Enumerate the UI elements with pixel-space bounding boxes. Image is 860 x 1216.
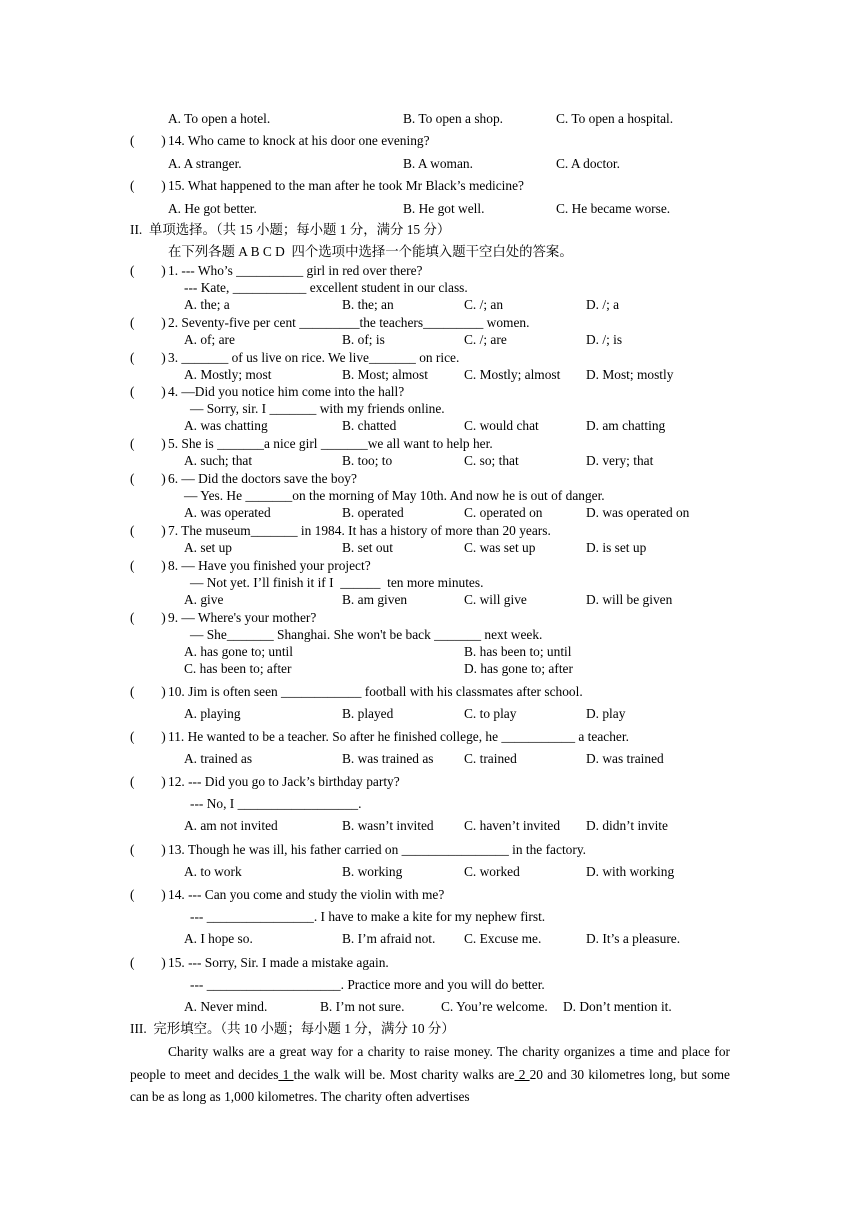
option-c: C. Excuse me. [464, 931, 542, 946]
option-d: D. play [586, 706, 626, 721]
question-stem: 6. — Did the doctors save the boy? [168, 471, 357, 486]
option-b: B. I’m afraid not. [342, 931, 436, 946]
answer-blank[interactable]: ( ) [130, 610, 166, 625]
question-stem: 7. The museum_______ in 1984. It has a history of more than 20 years. [168, 523, 551, 538]
cloze-passage [130, 1041, 730, 1109]
option-c: C. You’re welcome. [441, 999, 548, 1014]
option-a: A. give [184, 592, 224, 607]
option-d: D. was operated on [586, 505, 690, 520]
dialogue-line: --- ________________. I have to make a kite for my nephew first. [190, 909, 546, 924]
answer-blank[interactable]: ( ) [130, 133, 166, 148]
option-d: D. Don’t mention it. [563, 999, 672, 1014]
option-d: D. It’s a pleasure. [586, 931, 681, 946]
option-b: B. A woman. [403, 156, 473, 171]
option-d: D. is set up [586, 540, 647, 555]
option-d: D. has gone to; after [464, 661, 573, 676]
answer-blank[interactable]: ( ) [130, 684, 166, 699]
answer-blank[interactable]: ( ) [130, 350, 166, 365]
option-a: A. such; that [184, 453, 253, 468]
option-c: C. would chat [464, 418, 539, 433]
section-2-heading: II. 单项选择。（共 15 小题；每小题 1 分，满分 15 分） [130, 222, 451, 237]
option-d: D. am chatting [586, 418, 666, 433]
option-b: B. am given [342, 592, 408, 607]
passage-text: 20 and 30 kilometres long, but some can be as long as 1,000 kilometres. The charity often advertises [130, 1066, 730, 1104]
dialogue-line: — Yes. He _______on the morning of May 10th. And now he is out of danger. [184, 488, 605, 503]
answer-blank[interactable]: ( ) [130, 523, 166, 538]
option-a: A. am not invited [184, 818, 278, 833]
dialogue-line: --- ____________________. Practice more and you will do better. [190, 977, 545, 992]
option-a: A. I hope so. [184, 931, 253, 946]
question-stem: 15. What happened to the man after he took Mr Black’s medicine? [168, 178, 524, 193]
option-a: A. Mostly; most [184, 367, 272, 382]
answer-blank[interactable]: ( ) [130, 178, 166, 193]
question-stem: 10. Jim is often seen ____________ football with his classmates after school. [168, 684, 583, 699]
option-a: A. He got better. [168, 201, 257, 216]
section-2-instruction: 在下列各题 A B C D 四个选项中选择一个能填入题干空白处的答案。 [168, 244, 573, 259]
answer-blank[interactable]: ( ) [130, 315, 166, 330]
option-c: C. trained [464, 751, 517, 766]
option-c: C. /; are [464, 332, 507, 347]
option-d: D. didn’t invite [586, 818, 668, 833]
option-b: B. operated [342, 505, 404, 520]
option-b: B. I’m not sure. [320, 999, 405, 1014]
answer-blank[interactable]: ( ) [130, 558, 166, 573]
passage-text: the walk will be. Most charity walks are [293, 1066, 515, 1082]
option-c: C. A doctor. [556, 156, 620, 171]
option-a: A. trained as [184, 751, 253, 766]
option-a: A. A stranger. [168, 156, 242, 171]
dialogue-line: — Sorry, sir. I _______ with my friends online. [190, 401, 445, 416]
option-b: B. Most; almost [342, 367, 428, 382]
answer-blank[interactable]: ( ) [130, 263, 166, 278]
cloze-blank-1[interactable]: 1 [278, 1066, 294, 1082]
option-c: C. will give [464, 592, 527, 607]
dialogue-line: --- Kate, ___________ excellent student in our class. [184, 280, 468, 295]
option-a: A. the; a [184, 297, 230, 312]
dialogue-line: --- No, I __________________. [190, 796, 362, 811]
option-b: B. chatted [342, 418, 397, 433]
option-b: B. set out [342, 540, 393, 555]
option-d: D. Most; mostly [586, 367, 674, 382]
option-a: A. Never mind. [184, 999, 268, 1014]
passage-text: Charity walks are a great way for a charity to raise money. The charity organizes a time and place for people to meet and decides [130, 1044, 730, 1082]
question-stem: 13. Though he was ill, his father carried on ________________ in the factory. [168, 842, 586, 857]
option-c: C. /; an [464, 297, 504, 312]
option-c: C. to play [464, 706, 517, 721]
question-stem: 5. She is _______a nice girl _______we all want to help her. [168, 436, 493, 451]
answer-blank[interactable]: ( ) [130, 471, 166, 486]
question-stem: 2. Seventy-five per cent _________the teachers_________ women. [168, 315, 530, 330]
question-stem: 3. _______ of us live on rice. We live_______ on rice. [168, 350, 460, 365]
option-c: C. so; that [464, 453, 519, 468]
cloze-blank-2[interactable]: 2 [514, 1066, 530, 1082]
question-stem: 14. --- Can you come and study the violin with me? [168, 887, 445, 902]
dialogue-line: — She_______ Shanghai. She won't be back _______ next week. [190, 627, 543, 642]
option-c: C. Mostly; almost [464, 367, 561, 382]
option-d: D. /; a [586, 297, 620, 312]
question-stem: 9. — Where's your mother? [168, 610, 317, 625]
answer-blank[interactable]: ( ) [130, 955, 166, 970]
option-b: B. was trained as [342, 751, 434, 766]
answer-blank[interactable]: ( ) [130, 436, 166, 451]
question-stem: 8. — Have you finished your project? [168, 558, 371, 573]
option-b: B. the; an [342, 297, 394, 312]
option-b: B. working [342, 864, 403, 879]
answer-blank[interactable]: ( ) [130, 729, 166, 744]
option-a: A. was chatting [184, 418, 268, 433]
question-stem: 15. --- Sorry, Sir. I made a mistake again. [168, 955, 389, 970]
option-b: B. wasn’t invited [342, 818, 434, 833]
option-b: B. has been to; until [464, 644, 572, 659]
answer-blank[interactable]: ( ) [130, 384, 166, 399]
option-c: C. To open a hospital. [556, 111, 674, 126]
answer-blank[interactable]: ( ) [130, 887, 166, 902]
option-b: B. played [342, 706, 394, 721]
option-a: A. playing [184, 706, 241, 721]
option-c: C. has been to; after [184, 661, 292, 676]
option-d: D. very; that [586, 453, 654, 468]
option-b: B. He got well. [403, 201, 485, 216]
question-stem: 1. --- Who’s __________ girl in red over there? [168, 263, 423, 278]
question-stem: 4. —Did you notice him come into the hall? [168, 384, 405, 399]
option-a: A. of; are [184, 332, 235, 347]
question-stem: 11. He wanted to be a teacher. So after he finished college, he ___________ a teacher. [168, 729, 629, 744]
option-a: A. To open a hotel. [168, 111, 271, 126]
option-d: D. was trained [586, 751, 664, 766]
answer-blank[interactable]: ( ) [130, 842, 166, 857]
option-b: B. too; to [342, 453, 393, 468]
option-a: A. to work [184, 864, 242, 879]
option-c: C. operated on [464, 505, 543, 520]
option-a: A. has gone to; until [184, 644, 293, 659]
question-stem: 14. Who came to knock at his door one evening? [168, 133, 430, 148]
option-c: C. was set up [464, 540, 536, 555]
dialogue-line: — Not yet. I’ll finish it if I ______ ten more minutes. [190, 575, 484, 590]
option-a: A. set up [184, 540, 232, 555]
question-stem: 12. --- Did you go to Jack’s birthday party? [168, 774, 400, 789]
option-d: D. /; is [586, 332, 623, 347]
option-b: B. To open a shop. [403, 111, 503, 126]
option-b: B. of; is [342, 332, 385, 347]
answer-blank[interactable]: ( ) [130, 774, 166, 789]
option-a: A. was operated [184, 505, 271, 520]
option-d: D. will be given [586, 592, 673, 607]
section-3-heading: III. 完形填空。（共 10 小题；每小题 1 分，满分 10 分） [130, 1021, 455, 1036]
option-c: C. He became worse. [556, 201, 671, 216]
option-d: D. with working [586, 864, 675, 879]
option-c: C. haven’t invited [464, 818, 561, 833]
option-c: C. worked [464, 864, 520, 879]
